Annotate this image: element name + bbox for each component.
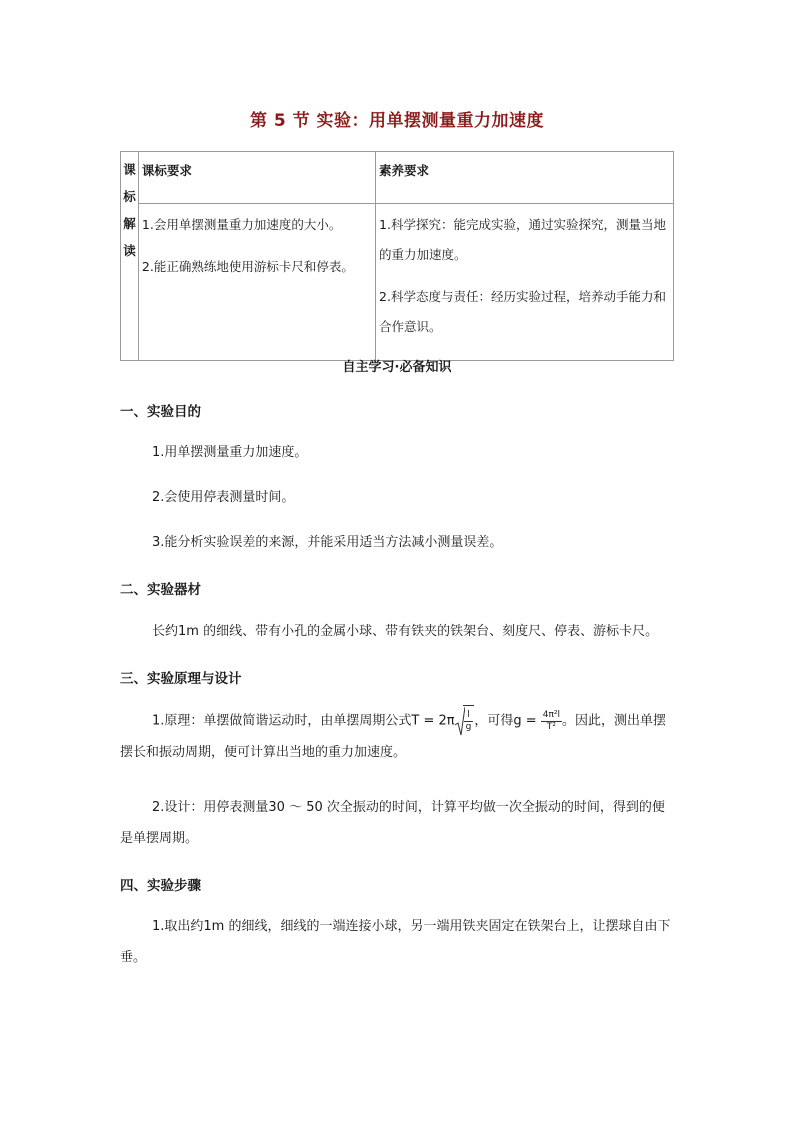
principle-text: 1.原理：单摆做简谐运动时，由单摆周期公式T = 2π $\frac{l}{g}$ ，可得g = $\frac{\text{4π²l}}{\text{T²}}$ 。因此，测出单摆摆长和振动周期，便可计算出当地的重力加速度。 <box>120 705 676 768</box>
table-header-curriculum: 课标要求 <box>138 152 375 204</box>
curriculum-table <box>120 151 674 361</box>
sqrt-formula: $\frac{l}{g}$ <box>455 705 475 737</box>
heading-equipment: 二、实验器材 <box>120 582 201 598</box>
list-item: 2.能正确熟练地使用游标卡尺和停表。 <box>141 259 354 274</box>
heading-purpose: 一、实验目的 <box>120 404 201 420</box>
page-title: 第 5 节 实验：用单摆测量重力加速度 <box>249 111 545 131</box>
equipment-text: 长约1m 的细线、带有小孔的金属小球、带有铁夹的铁架台、刻度尺、停表、游标卡尺。 <box>152 624 659 639</box>
step-text: 1.取出约1m 的细线，细线的一端连接小球，另一端用铁夹固定在铁架台上，让摆球自由下垂。 <box>120 919 671 965</box>
list-item: 3.能分析实验误差的来源，并能采用适当方法减小测量误差。 <box>152 535 503 550</box>
table-cell-competency <box>376 204 674 361</box>
list-item: 1.用单摆测量重力加速度。 <box>152 445 308 460</box>
list-item: 2.会使用停表测量时间。 <box>152 490 295 505</box>
list-item: 2.科学态度与责任：经历实验过程，培养动手能力和合作意识。 <box>379 289 666 334</box>
table-header-competency: 素养要求 <box>376 152 674 204</box>
list-item: 1.科学探究：能完成实验，通过实验探究，测量当地的重力加速度。 <box>379 217 666 262</box>
heading-steps: 四、实验步骤 <box>120 878 201 894</box>
table-side-label: 课 标 解 读 <box>121 152 139 361</box>
section-subtitle: 自主学习·必备知识 <box>342 360 452 375</box>
design-text: 2.设计：用停表测量30 ～ 50 次全振动的时间，计算平均做一次全振动的时间，得到的便是单摆周期。 <box>120 800 665 846</box>
g-formula: $\frac{\text{4π²l}}{\text{T²}}$ <box>542 709 561 732</box>
list-item: 1.会用单摆测量重力加速度的大小。 <box>141 217 342 232</box>
heading-principle: 三、实验原理与设计 <box>120 671 242 687</box>
table-cell-curriculum <box>138 204 375 361</box>
